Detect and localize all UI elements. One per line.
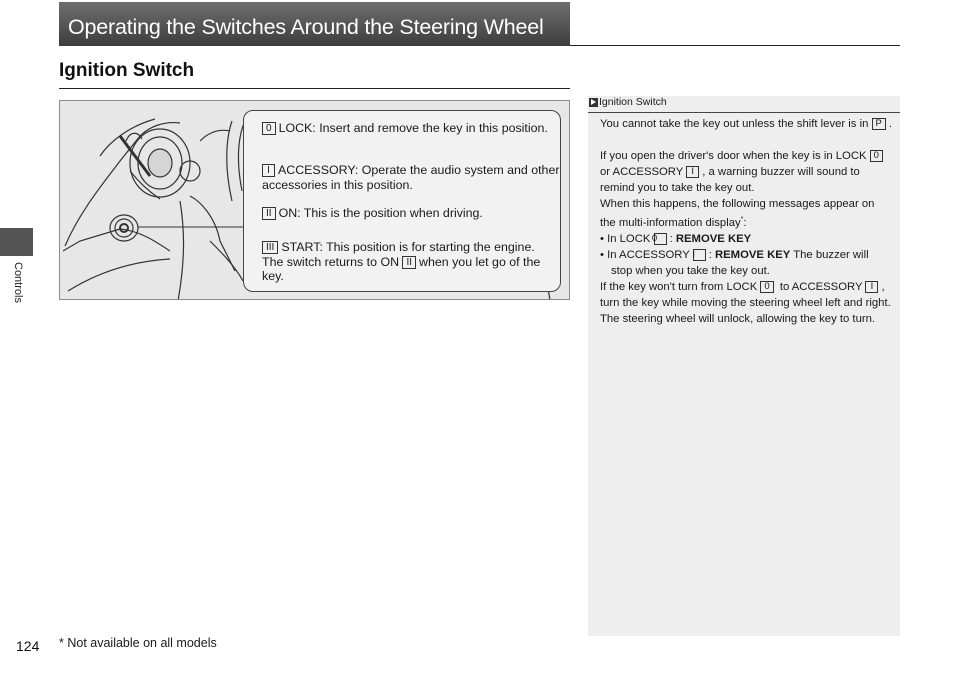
position-key-1: I <box>262 164 275 177</box>
side-tab-marker <box>0 228 33 256</box>
note-header <box>588 96 900 113</box>
note-paragraph: When this happens, the following messages appear on the multi-information display*: <box>600 198 875 229</box>
position-lock: 0 LOCK: Insert and remove the key in this position. <box>262 121 548 136</box>
ignition-positions-callout <box>243 110 561 292</box>
note-header-label: Ignition Switch <box>599 96 667 108</box>
note-bullet: • In LOCK 0 : REMOVE KEY <box>600 232 752 245</box>
title-rule <box>570 45 900 46</box>
note-body <box>600 116 892 327</box>
footnote: * Not available on all models <box>59 636 217 650</box>
section-title: Ignition Switch <box>59 60 195 81</box>
chapter-title-bar <box>59 2 570 46</box>
position-on: II ON: This is the position when driving. <box>262 206 483 221</box>
position-key-0: 0 <box>262 122 276 135</box>
position-key-3: III <box>262 241 278 254</box>
page-number: 124 <box>16 638 40 654</box>
position-key-on: II <box>402 256 416 269</box>
note-paragraph: If the key won't turn from LOCK 0 to ACCESSORY I , turn the key while moving the steering wheel left and right. The steering wheel will unlock, allowing the key to turn. <box>600 280 891 325</box>
side-note-panel <box>588 96 900 636</box>
note-paragraph: You cannot take the key out unless the shift lever is in P . <box>600 118 892 130</box>
section-rule <box>59 88 570 89</box>
side-tab-label: Controls <box>12 262 24 303</box>
position-start: III START: This position is for starting the engine. The switch returns to ON II when you let go of the key. <box>262 240 541 283</box>
position-accessory: I ACCESSORY: Operate the audio system and other accessories in this position. <box>262 163 560 192</box>
note-bullet: • In ACCESSORY I : REMOVE KEY The buzzer will stop when you take the key out. <box>600 248 869 277</box>
reference-arrow-icon <box>589 98 598 107</box>
note-paragraph: If you open the driver's door when the key is in LOCK 0 or ACCESSORY I , a warning buzzer will sound to remind you to take the key out. <box>600 148 892 196</box>
chapter-title: Operating the Switches Around the Steering Wheel <box>68 15 544 39</box>
position-key-2: II <box>262 207 276 220</box>
